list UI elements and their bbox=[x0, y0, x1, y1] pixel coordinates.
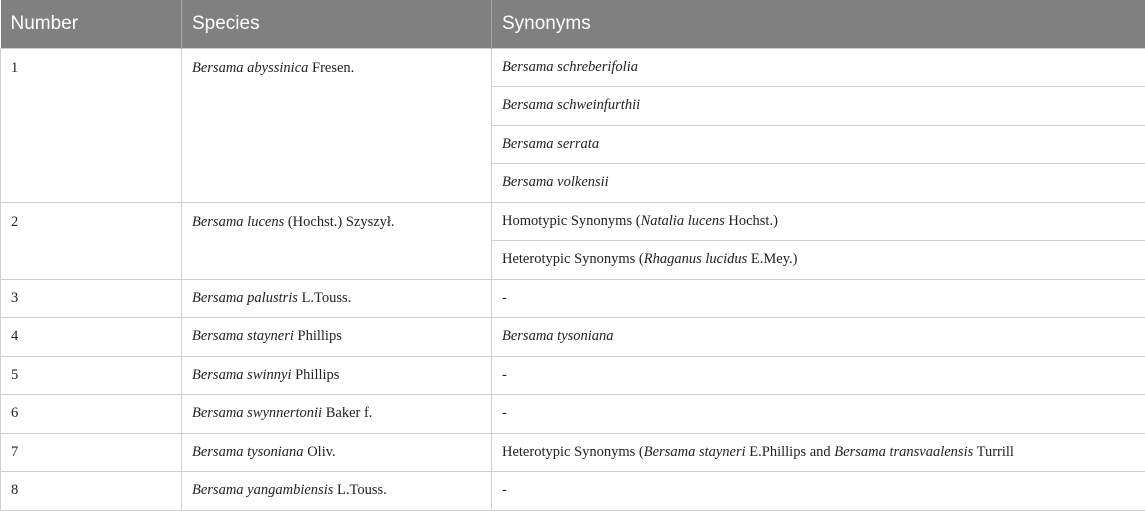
species-name: Bersama yangambiensis bbox=[192, 482, 333, 498]
row-synonym: - bbox=[492, 472, 1145, 511]
row-number: 6 bbox=[1, 395, 182, 434]
species-author: Fresen. bbox=[312, 60, 354, 76]
row-number: 1 bbox=[1, 48, 182, 202]
row-synonym bbox=[492, 202, 1145, 241]
synonym-name: Bersama schreberifolia bbox=[502, 59, 638, 75]
row-species bbox=[182, 472, 492, 511]
table-header bbox=[1, 0, 1145, 48]
row-species bbox=[182, 202, 492, 279]
species-author: L.Touss. bbox=[302, 290, 352, 306]
synonym-suffix: E.Mey.) bbox=[747, 251, 797, 267]
synonym-middle: E.Phillips and bbox=[746, 444, 835, 460]
header-synonyms: Synonyms bbox=[492, 0, 1145, 48]
species-author: Oliv. bbox=[307, 444, 335, 460]
row-number: 2 bbox=[1, 202, 182, 279]
row-number: 8 bbox=[1, 472, 182, 511]
synonym-prefix: Homotypic Synonyms ( bbox=[502, 213, 641, 229]
synonym-name: Bersama volkensii bbox=[502, 174, 609, 190]
table-row bbox=[1, 395, 1145, 434]
synonym-prefix: Heterotypic Synonyms ( bbox=[502, 444, 644, 460]
table-row bbox=[1, 318, 1145, 357]
synonym-name: Bersama stayneri bbox=[644, 444, 746, 460]
synonym-name: Natalia lucens bbox=[641, 213, 725, 229]
header-species: Species bbox=[182, 0, 492, 48]
row-synonym bbox=[492, 318, 1145, 357]
row-number: 7 bbox=[1, 433, 182, 472]
row-synonym bbox=[492, 241, 1145, 280]
species-author: L.Touss. bbox=[337, 482, 387, 498]
row-synonym bbox=[492, 87, 1145, 126]
row-synonym bbox=[492, 48, 1145, 87]
row-number: 4 bbox=[1, 318, 182, 357]
synonym-name: Bersama schweinfurthii bbox=[502, 97, 640, 113]
row-synonym bbox=[492, 164, 1145, 203]
row-species bbox=[182, 48, 492, 202]
species-author: Phillips bbox=[298, 328, 342, 344]
row-number: 3 bbox=[1, 279, 182, 318]
row-synonym bbox=[492, 125, 1145, 164]
species-name: Bersama stayneri bbox=[192, 328, 294, 344]
species-author: Baker f. bbox=[326, 405, 373, 421]
species-author: (Hochst.) Szyszył. bbox=[288, 214, 395, 230]
row-species bbox=[182, 356, 492, 395]
table-row bbox=[1, 202, 1145, 241]
species-name: Bersama tysoniana bbox=[192, 444, 304, 460]
synonym-name: Bersama tysoniana bbox=[502, 328, 614, 344]
row-species bbox=[182, 433, 492, 472]
species-name: Bersama swinnyi bbox=[192, 367, 291, 383]
species-name: Bersama swynnertonii bbox=[192, 405, 322, 421]
species-name: Bersama abyssinica bbox=[192, 60, 308, 76]
species-name: Bersama lucens bbox=[192, 214, 284, 230]
table-row bbox=[1, 48, 1145, 87]
table-body bbox=[1, 48, 1145, 510]
row-synonym: - bbox=[492, 356, 1145, 395]
species-name: Bersama palustris bbox=[192, 290, 298, 306]
table-row bbox=[1, 472, 1145, 511]
table-row bbox=[1, 279, 1145, 318]
header-row bbox=[1, 0, 1145, 48]
species-author: Phillips bbox=[295, 367, 339, 383]
header-number: Number bbox=[1, 0, 182, 48]
row-species bbox=[182, 279, 492, 318]
synonym-suffix: Turrill bbox=[973, 444, 1014, 460]
row-synonym: - bbox=[492, 395, 1145, 434]
table-row bbox=[1, 356, 1145, 395]
synonym-prefix: Heterotypic Synonyms ( bbox=[502, 251, 644, 267]
synonym-suffix: Hochst.) bbox=[725, 213, 778, 229]
row-species bbox=[182, 318, 492, 357]
row-number: 5 bbox=[1, 356, 182, 395]
row-synonym: - bbox=[492, 279, 1145, 318]
synonym-name: Rhaganus lucidus bbox=[644, 251, 748, 267]
synonym-name: Bersama serrata bbox=[502, 136, 599, 152]
table-row bbox=[1, 433, 1145, 472]
synonym-name: Bersama transvaalensis bbox=[834, 444, 973, 460]
row-species bbox=[182, 395, 492, 434]
row-synonym bbox=[492, 433, 1145, 472]
